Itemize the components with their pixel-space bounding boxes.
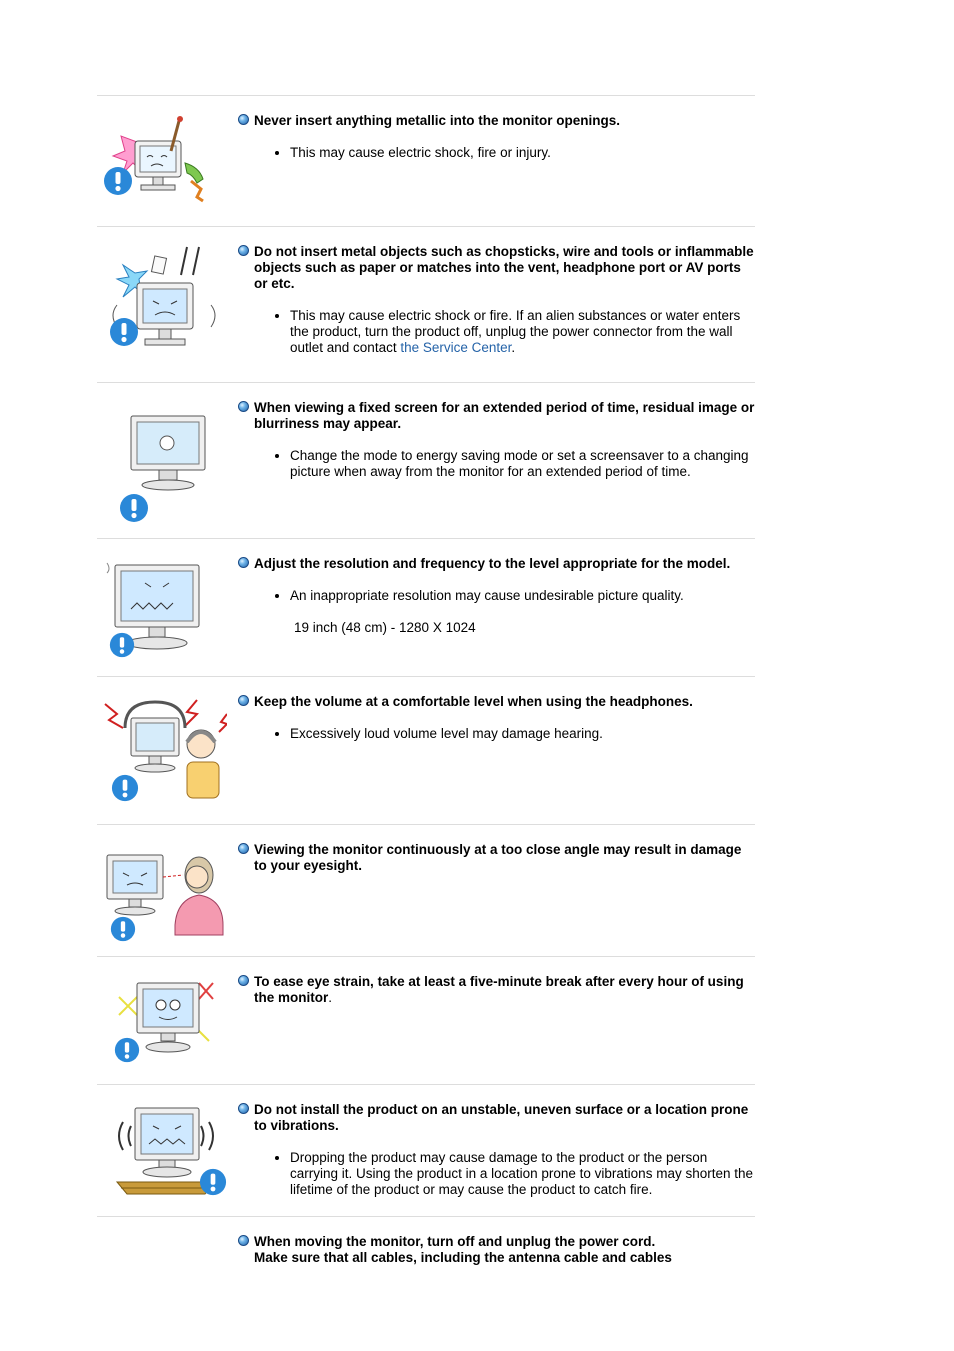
section-content [238,957,755,1026]
list-item: • This may cause electric shock, fire or injury. [290,145,755,161]
section-title: Do not install the product on an unstable, uneven surface or a location prone to vibrations. [238,1102,755,1134]
section-metallic-openings [97,95,755,226]
section-title: Keep the volume at a comfortable level when using the headphones. [238,694,755,710]
illustration-unstable-surface [101,1100,227,1205]
blue-orb-bullet-icon [238,1235,249,1246]
bullet-list [238,726,755,742]
section-title: Adjust the resolution and frequency to the level appropriate for the model. [238,556,755,572]
section-moving-monitor [97,1216,755,1277]
exclamation-circle-icon [119,493,149,523]
bullet-list [238,145,755,161]
bullet-list [238,308,755,356]
list-item: • Change the mode to energy saving mode or set a screensaver to a changing picture when away from the monitor for an extended period of time. [290,448,755,480]
illustration-objects-into-vent [101,245,227,365]
bullet-list [238,588,755,604]
exclamation-circle-icon [110,916,136,942]
section-unstable-surface [97,1084,755,1216]
section-eye-strain [97,956,755,1084]
resolution-spec: 19 inch (48 cm) - 1280 X 1024 [294,620,476,635]
illustration-headphones-volume [101,692,227,807]
blue-orb-bullet-icon [238,557,249,568]
blue-orb-bullet-icon [238,114,249,125]
section-content [238,1217,755,1286]
exclamation-circle-icon [109,632,135,658]
blue-orb-bullet-icon [238,1103,249,1114]
section-content [238,383,755,504]
section-content [238,1085,755,1222]
section-title: Do not insert metal objects such as chopsticks, wire and tools or inflammable objects such as paper or matches into the vent, headphone port or AV ports or etc. [238,244,755,292]
list-item: • This may cause electric shock or fire. If an alien substances or water enters the product, turn the product off, unplug the power connector from the wall outlet and contact the Service Center. [290,308,755,356]
blue-orb-bullet-icon [238,975,249,986]
section-headphone-volume [97,676,755,824]
section-title: When moving the monitor, turn off and unplug the power cord. Make sure that all cables, including the antenna cable and cables [238,1234,755,1266]
section-content [238,227,755,380]
blue-orb-bullet-icon [238,401,249,412]
section-content [238,96,755,185]
section-content [238,825,755,894]
list-item: • An inappropriate resolution may cause undesirable picture quality. [290,588,755,604]
exclamation-circle-icon [114,1037,140,1063]
illustration-eye-strain-monitor [101,975,227,1075]
section-resolution [97,538,755,676]
illustration-metal-insert [101,111,227,211]
exclamation-circle-icon [111,774,139,802]
illustration-close-viewing [101,845,227,945]
exclamation-circle-icon [109,317,139,347]
blue-orb-bullet-icon [238,245,249,256]
section-close-angle [97,824,755,956]
bullet-list [238,1150,755,1198]
section-title: Never insert anything metallic into the monitor openings. [238,113,755,129]
illustration-resolution-monitor [101,559,227,659]
list-item: • Excessively loud volume level may damage hearing. [290,726,755,742]
exclamation-circle-icon [103,166,133,196]
illustration-fixed-screen-monitor [101,413,227,523]
section-title: When viewing a fixed screen for an extended period of time, residual image or blurriness may appear. [238,400,755,432]
section-metal-objects [97,226,755,382]
section-content [238,539,755,656]
section-title: Viewing the monitor continuously at a too close angle may result in damage to your eyesight. [238,842,755,874]
service-center-link[interactable]: the Service Center [400,340,512,355]
section-title: To ease eye strain, take at least a five-minute break after every hour of using the monitor. [238,974,755,1006]
exclamation-circle-icon [199,1168,227,1196]
list-item: • Dropping the product may cause damage to the product or the person carrying it. Using the product in a location prone to vibrations may shorten the lifetime of the product or may cause the product to catch fire. [290,1150,755,1198]
blue-orb-bullet-icon [238,843,249,854]
section-content [238,677,755,766]
bullet-list [238,448,755,480]
safety-instructions [97,95,755,1277]
blue-orb-bullet-icon [238,695,249,706]
section-fixed-screen [97,382,755,538]
